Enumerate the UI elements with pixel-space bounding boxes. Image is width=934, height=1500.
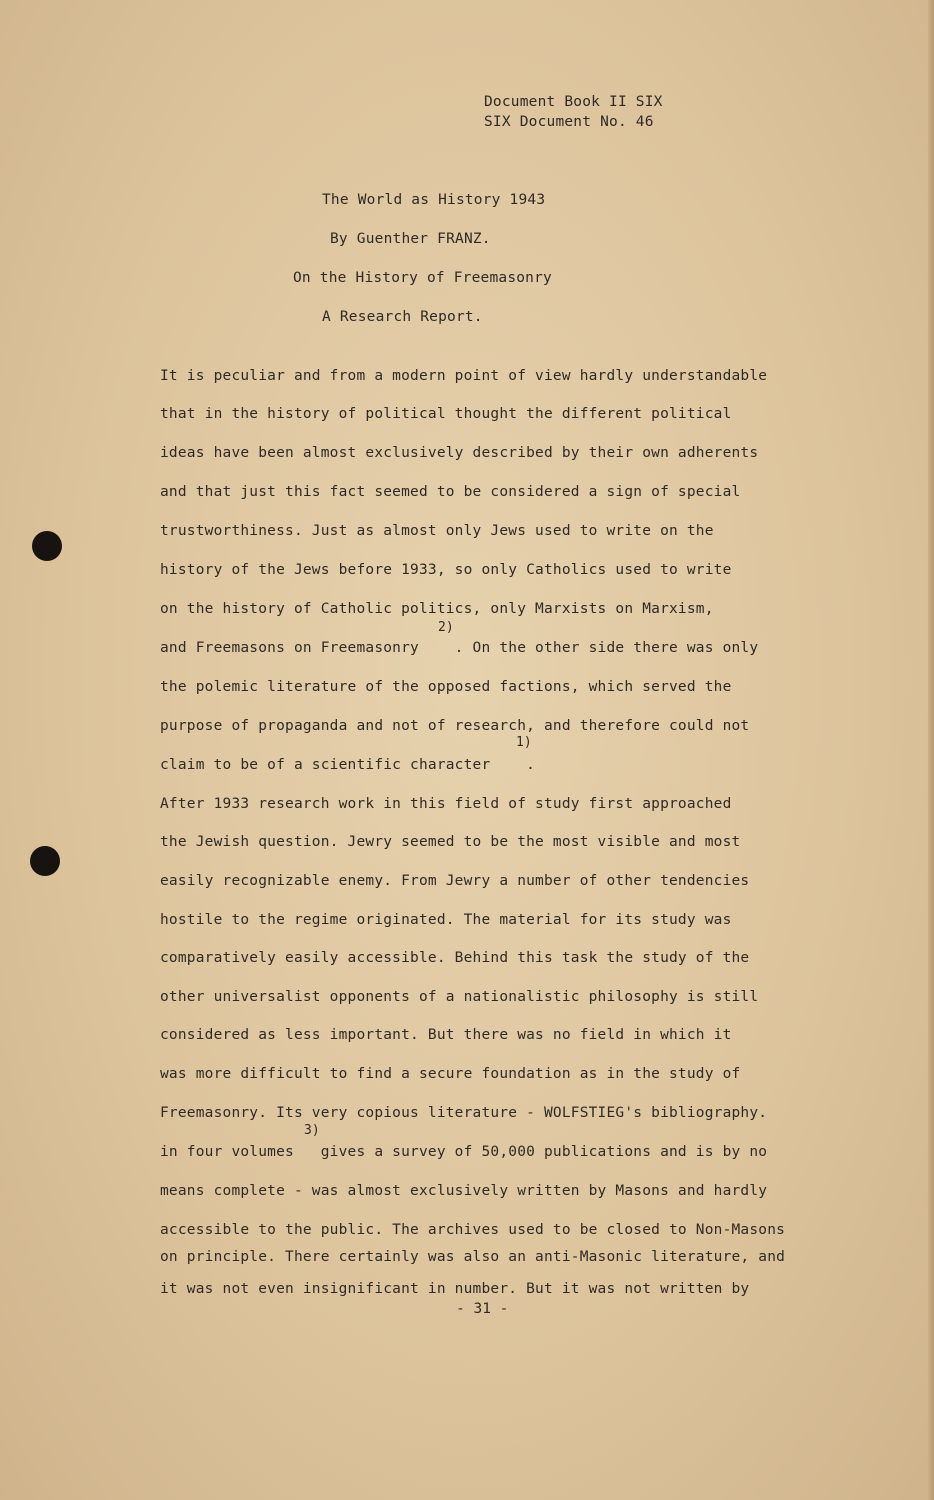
punch-hole-upper <box>32 531 62 561</box>
body-line: that in the history of political thought the different political <box>160 406 732 422</box>
author-line: By Guenther FRANZ. <box>330 231 491 247</box>
body-line: easily recognizable enemy. From Jewry a number of other tendencies <box>160 873 750 889</box>
body-line: accessible to the public. The archives used to be closed to Non-Masons <box>160 1222 786 1238</box>
body-line: in four volumes gives a survey of 50,000 publications and is by no <box>160 1144 768 1160</box>
body-line: trustworthiness. Just as almost only Jews used to write on the <box>160 523 714 539</box>
body-line: and that just this fact seemed to be considered a sign of special <box>160 484 741 500</box>
body-line: means complete - was almost exclusively written by Masons and hardly <box>160 1183 768 1199</box>
body-line: claim to be of a scientific character . <box>160 757 536 773</box>
footnote-mark: 3) <box>304 1123 320 1138</box>
body-line: history of the Jews before 1933, so only Catholics used to write <box>160 562 732 578</box>
footnote-mark: 1) <box>516 735 532 750</box>
publication-title: The World as History 1943 <box>322 192 546 208</box>
article-subtitle: A Research Report. <box>322 309 483 325</box>
body-line: comparatively easily accessible. Behind this task the study of the <box>160 950 750 966</box>
body-line: purpose of propaganda and not of research, and therefore could not <box>160 718 750 734</box>
document-book-label: Document Book II SIX <box>484 94 663 110</box>
article-title: On the History of Freemasonry <box>293 270 552 286</box>
body-line: hostile to the regime originated. The material for its study was <box>160 912 732 928</box>
footnote-mark: 2) <box>438 620 454 635</box>
body-line: on principle. There certainly was also an anti-Masonic literature, and <box>160 1249 786 1265</box>
body-line: was more difficult to find a secure foundation as in the study of <box>160 1066 741 1082</box>
page-edge-shadow <box>928 0 934 1500</box>
page-number: - 31 - <box>456 1301 509 1317</box>
body-line: Freemasonry. Its very copious literature - WOLFSTIEG's bibliography. <box>160 1105 768 1121</box>
body-line: It is peculiar and from a modern point of view hardly understandable <box>160 368 768 384</box>
body-line: the polemic literature of the opposed factions, which served the <box>160 679 732 695</box>
body-line: considered as less important. But there was no field in which it <box>160 1027 732 1043</box>
body-line: After 1933 research work in this field of study first approached <box>160 796 732 812</box>
body-line: it was not even insignificant in number. But it was not written by <box>160 1281 750 1297</box>
body-line: other universalist opponents of a nationalistic philosophy is still <box>160 989 759 1005</box>
body-line: the Jewish question. Jewry seemed to be the most visible and most <box>160 834 741 850</box>
body-line: and Freemasons on Freemasonry . On the other side there was only <box>160 640 759 656</box>
document-number-label: SIX Document No. 46 <box>484 114 654 130</box>
punch-hole-lower <box>30 846 60 876</box>
body-line: on the history of Catholic politics, only Marxists on Marxism, <box>160 601 714 617</box>
body-line: ideas have been almost exclusively described by their own adherents <box>160 445 759 461</box>
